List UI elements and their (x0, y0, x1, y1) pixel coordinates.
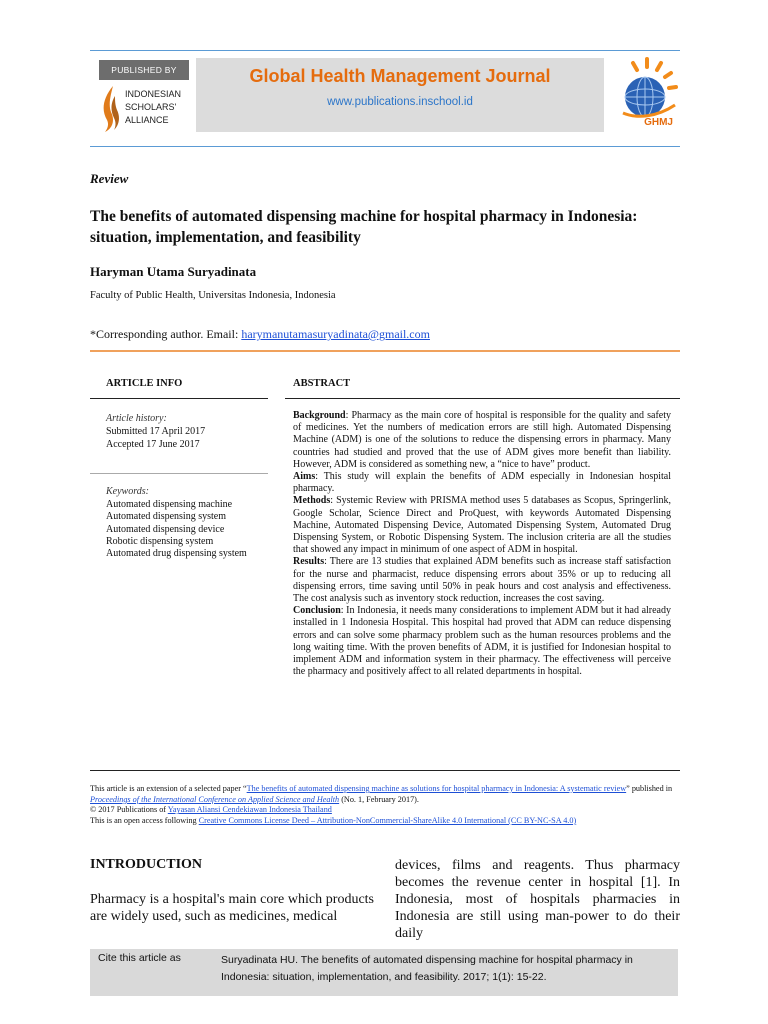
globe-sun-icon (613, 55, 685, 135)
abstract-conclusion (293, 605, 671, 678)
abstract-body (293, 410, 671, 678)
publisher-logo (99, 82, 189, 134)
flame-icon (99, 84, 123, 134)
license-note (90, 816, 680, 827)
submitted-date: Submitted 17 April 2017 (106, 426, 206, 437)
orange-divider (90, 350, 680, 352)
license-link[interactable]: Creative Commons License Deed – Attribution-NonCommercial-ShareAlike 4.0 International (CC BY-NC-SA 4.0) (198, 815, 577, 825)
background-label: Background (293, 410, 346, 421)
journal-title: Global Health Management Journal (249, 66, 551, 86)
body-left-column: Pharmacy is a hospital's main core which products are widely used, such as medicines, medical (90, 892, 374, 924)
aims-label: Aims (293, 471, 316, 483)
citation-label: Cite this article as (98, 952, 181, 964)
email-link[interactable]: harymanutamasuryadinata@gmail.com (241, 327, 430, 341)
conclusion-label: Conclusion (293, 605, 341, 617)
abstract-results (293, 556, 671, 605)
corresponding-author (90, 327, 430, 342)
author-name: Haryman Utama Suryadinata (90, 264, 257, 279)
aims-text: : This study will explain the benefits of ADM especially in Indonesian hospital pharmacy. (293, 471, 671, 495)
header-top-rule (90, 50, 680, 51)
citation-box (90, 949, 678, 996)
ghmj-logo (613, 55, 685, 135)
results-text: : There are 13 studies that explained ADM benefits such as increase staff satisfaction for the nurse and pharmacist, reduce dispensing errors about 35% or up to reducing all dispensing errors, time saving until 50% in peak hours and cost analysis and effectiveness. The cost analysis such as inventory stock reduction, increases the cost saving. (293, 556, 671, 605)
keyword: Robotic dispensing system (106, 535, 214, 547)
article-note (90, 784, 680, 826)
abstract-rule (285, 398, 680, 399)
keyword: Automated drug dispensing system (106, 548, 247, 560)
methods-text: : Systemic Review with PRISMA method uses 5 databases as Scopus, Springerlink, Google Scholar, Science Direct and ProQuest, with keywords Automated Dispensing Machine, Automated Dispensing Device, Automated Dispensing System, Automated Drug Dispensing System, or Robotic Dispensing System. The inclusion criteria are all the studies that showed any impact in minimum of one aspect of ADM in hospital. (293, 495, 671, 556)
published-by-label: PUBLISHED BY (99, 60, 189, 80)
abstract-methods (293, 495, 671, 556)
abstract-aims (293, 471, 671, 495)
results-label: Results (293, 556, 325, 568)
publisher-link[interactable]: Yayasan Aliansi Cendekiawan Indonesia Thailand (167, 805, 332, 815)
article-info-heading: ARTICLE INFO (106, 378, 183, 389)
publisher-name: INDONESIAN SCHOLARS' ALLIANCE (125, 89, 182, 125)
journal-url[interactable]: www.publications.inschool.id (327, 96, 473, 108)
extension-prefix: This article is an extension of a selected paper “ (90, 784, 247, 793)
extension-suffix: (No. 1, February 2017). (339, 794, 419, 804)
article-info-rule (90, 398, 268, 399)
history-rule (90, 473, 268, 474)
keyword: Automated dispensing machine (106, 499, 233, 510)
introduction-heading: INTRODUCTION (90, 857, 203, 872)
keyword: Automated dispensing device (106, 523, 225, 535)
body-right-column: devices, films and reagents. Thus pharmacy becomes the revenue center in hospital [1]. In Indonesia, most of hospitals pharmacies in Indonesia are still using man-power to do their daily (395, 858, 680, 941)
keywords-list (106, 499, 247, 560)
abstract-background (293, 410, 671, 471)
proceedings-link[interactable]: Proceedings of the International Conference on Applied Science and Health (90, 794, 340, 804)
keyword: Automated dispensing system (106, 511, 226, 523)
license-prefix: This is an open access following (90, 815, 199, 825)
abstract-heading: ABSTRACT (293, 378, 351, 389)
citation-text: Suryadinata HU. The benefits of automated dispensing machine for hospital pharmacy in Indonesia: situation, implementation, and feasibility. 2017; 1(1): 15-22. (221, 954, 633, 983)
affiliation: Faculty of Public Health, Universitas Indonesia, Indonesia (90, 290, 336, 301)
extension-note (90, 784, 680, 805)
extension-mid: ” published in (626, 784, 673, 793)
abstract-bottom-rule (90, 770, 680, 771)
ghmj-logo-text: GHMJ (644, 117, 673, 128)
header-bottom-rule (90, 146, 680, 147)
accepted-date: Accepted 17 June 2017 (106, 439, 200, 450)
corresponding-prefix: *Corresponding author. Email: (90, 327, 242, 341)
article-section: Review (90, 171, 129, 186)
background-text: : Pharmacy as the main core of hospital is responsible for the quality and safety of medicines. Yet the numbers of medication errors are still high. Automated Dispensing Machine (ADM) is one of the solutions to reduce the dispensing errors in pharmacy. Many countries had studied and proved that the use of ADM gives more benefit than liability. However, ADM is considered as something new, a “nice to have” product. (293, 410, 671, 470)
conclusion-text: : In Indonesia, it needs many considerations to implement ADM but it had already installed in 1 Indonesia Hospital. This hospital had proved that ADM can reduce dispensing errors and can solve some pharmacy problem such as the human resources problems and the long waiting time. With the proven benefits of ADM, it is justified for Indonesian hospital to implement ADM and information system in their pharmacy. The effectiveness will perceive the pharmacy and positively affect to all related departments in hospital. (293, 605, 671, 678)
keywords-label: Keywords: (106, 486, 149, 497)
journal-banner (196, 58, 604, 132)
methods-label: Methods (293, 495, 331, 507)
history-label: Article history: (106, 413, 167, 424)
copyright-note (90, 805, 680, 816)
extended-paper-link[interactable]: The benefits of automated dispensing machine as solutions for hospital pharmacy in Indonesia: A systematic review (246, 784, 627, 793)
article-title: The benefits of automated dispensing machine for hospital pharmacy in Indonesia: situation, implementation, and feasibility (90, 208, 638, 246)
copyright-prefix: © 2017 Publications of (90, 805, 168, 815)
publisher-block (99, 60, 189, 136)
